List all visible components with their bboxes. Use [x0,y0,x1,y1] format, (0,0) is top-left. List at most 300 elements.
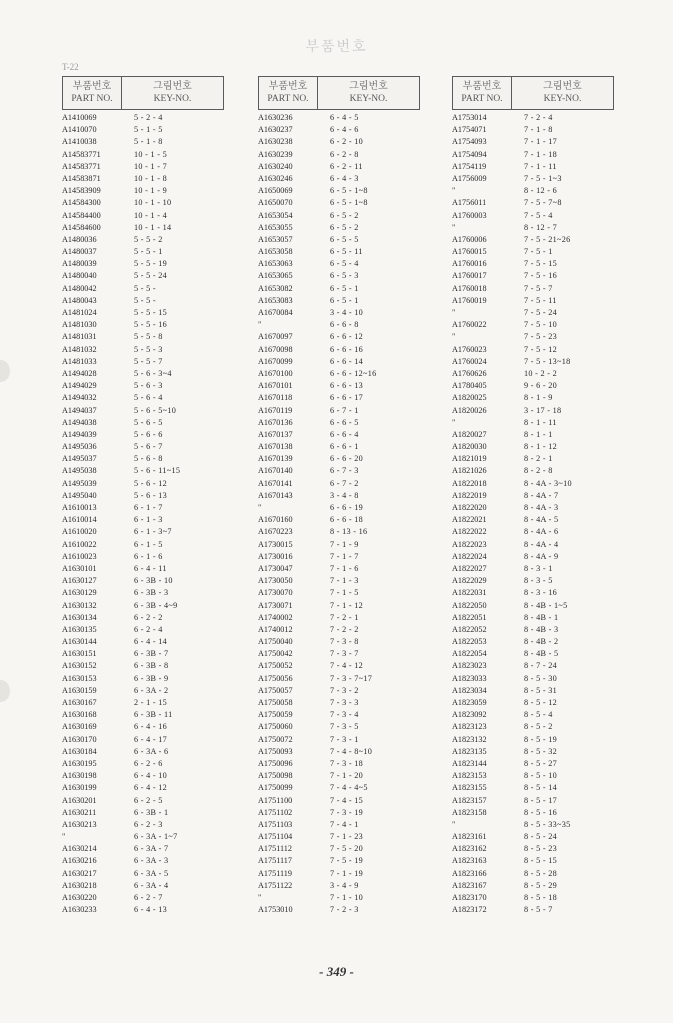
table-row [62,721,226,733]
column-header [258,76,420,110]
part-number: A1480043 [62,295,97,305]
table-row [258,380,422,392]
table-row [62,319,226,331]
table-row [258,429,422,441]
part-number: A1822052 [452,624,487,634]
page-title: 부품번호 [305,40,368,55]
part-number: A1495039 [62,478,97,488]
key-number: 5 - 5 - 1 [134,247,163,257]
table-row [62,636,226,648]
key-number: 6 - 3B - 4~9 [134,600,178,610]
table-row [452,539,616,551]
key-number: 6 - 3B - 10 [134,576,173,586]
key-number: 3 - 4 - 9 [330,880,359,890]
part-number: A1760016 [452,259,487,269]
table-row [62,295,226,307]
table-row [452,356,616,368]
part-number: A1822053 [452,637,487,647]
table-row [62,843,226,855]
part-number: A1670084 [258,308,293,317]
header-part-ko: 부품번호 [268,81,308,92]
part-number: A1751104 [258,832,293,842]
key-number: 8 - 3 - 5 [524,576,553,586]
key-number: 5 - 5 - 3 [134,344,163,354]
key-number: 6 - 3B - 3 [134,588,169,598]
key-number: 8 - 4B - 5 [524,649,559,659]
table-row [258,624,422,636]
key-number: 7 - 1 - 6 [330,563,359,573]
key-number: 6 - 2 - 6 [134,758,163,768]
part-number: A14583871 [62,173,101,183]
table-row [62,612,226,624]
table-row [62,356,226,368]
key-number: 8 - 5 - 19 [524,734,558,744]
part-number: A1670100 [258,368,293,378]
key-number: 6 - 3B - 11 [134,710,173,720]
table-row [452,307,616,319]
key-number: 8 - 5 - 18 [524,893,558,902]
key-number: 7 - 5 - 12 [524,344,558,354]
key-number: 6 - 4 - 13 [134,905,168,915]
key-number: 8 - 12 - 6 [524,186,558,196]
key-number: 7 - 1 - 11 [524,161,557,171]
part-number: A1823166 [452,868,487,878]
key-number: 8 - 4A - 3 [524,503,559,512]
table-row [62,795,226,807]
part-number: A1750057 [258,685,293,695]
part-number: A1760017 [452,271,487,281]
table-row [452,124,616,136]
part-number: A1650069 [258,186,293,196]
key-number: 6 - 5 - 5 [330,234,359,244]
part-number: A1822019 [452,490,487,500]
part-number: A1630216 [62,856,97,866]
table-row [258,136,422,148]
table-row [452,709,616,721]
table-row [62,660,226,672]
part-number: A1630217 [62,868,97,878]
header-key-en: KEY-NO. [153,94,192,104]
table-row [452,136,616,148]
table-row [62,709,226,721]
key-number: 6 - 6 - 17 [330,393,364,403]
table-row [62,685,226,697]
table-row [452,514,616,526]
key-number: 6 - 2 - 5 [134,795,163,805]
part-number: A1410069 [62,113,97,122]
table-row [62,526,226,538]
table-row [62,283,226,295]
key-number: 3 - 17 - 18 [524,405,562,415]
table-row [62,368,226,380]
table-row [452,270,616,282]
table-row [452,904,616,916]
table-row [258,904,422,916]
key-number: 7 - 1 - 10 [330,893,364,902]
key-number: 6 - 4 - 12 [134,783,168,793]
part-number: A1823170 [452,893,487,902]
part-number: A1630184 [62,746,97,756]
table-row [452,258,616,270]
key-number: 6 - 5 - 4 [330,259,359,269]
part-number: A1653063 [258,259,293,269]
key-number: 8 - 2 - 8 [524,466,553,476]
part-number: A1670098 [258,344,293,354]
part-number: A1630167 [62,698,97,707]
table-row [62,734,226,746]
key-number: 7 - 1 - 20 [330,771,364,781]
part-number: A1653058 [258,247,293,257]
part-number: A1823135 [452,746,487,756]
part-number: A1630238 [258,137,293,147]
key-number: 6 - 2 - 4 [134,624,163,634]
table-row [258,648,422,660]
key-number: 6 - 4 - 14 [134,637,168,647]
key-number: 8 - 5 - 2 [524,722,553,732]
key-number: 7 - 3 - 4 [330,710,359,720]
part-number: A1823023 [452,661,487,671]
table-row [62,453,226,465]
part-number: A1822018 [452,478,487,488]
table-row [258,173,422,185]
key-number: 5 - 5 - 15 [134,308,168,317]
key-number: 7 - 3 - 1 [330,734,359,744]
parts-column-1 [62,76,226,916]
part-number: A1821026 [452,466,487,476]
table-row [452,392,616,404]
key-number: 10 - 1 - 9 [134,186,168,196]
part-number: A1823132 [452,734,487,744]
key-number: 5 - 5 - [134,295,156,305]
part-number: A1730050 [258,576,293,586]
table-row [258,478,422,490]
part-number: A1823033 [452,673,487,683]
part-number: A1750072 [258,734,293,744]
part-number: A1630169 [62,722,97,732]
table-row [452,624,616,636]
part-number: A1823155 [452,783,487,793]
key-number: 5 - 5 - 24 [134,271,168,281]
part-number: A1823034 [452,685,487,695]
part-number: A1750042 [258,649,293,659]
table-row [62,405,226,417]
key-number: 7 - 1 - 5 [330,588,359,598]
part-number: A1630159 [62,685,97,695]
key-number: 6 - 5 - 1 [330,283,359,293]
part-number: A1823153 [452,771,487,781]
key-number: 6 - 3B - 8 [134,661,169,671]
key-number: 7 - 5 - 20 [330,844,364,854]
key-number: 6 - 3B - 9 [134,673,169,683]
part-number: A1823163 [452,856,487,866]
part-number: A1480036 [62,234,97,244]
table-row [62,782,226,794]
key-number: 7 - 4 - 4~5 [330,783,368,793]
table-row [62,587,226,599]
key-number: 7 - 4 - 1 [330,819,359,829]
table-row [62,222,226,234]
key-number: 5 - 2 - 4 [134,113,163,122]
part-number: A1481024 [62,308,97,317]
key-number: 10 - 1 - 10 [134,198,172,208]
key-number: 3 - 4 - 10 [330,308,364,317]
table-row [452,807,616,819]
part-number: A1754093 [452,137,487,147]
part-number: A1630218 [62,880,97,890]
table-row [62,417,226,429]
part-number: A1630195 [62,758,97,768]
section-label: T-22 [62,62,79,72]
key-number: 6 - 6 - 14 [330,356,364,366]
part-number: A1630134 [62,612,97,622]
key-number: 7 - 3 - 7 [330,649,359,659]
table-row [258,685,422,697]
table-row [452,222,616,234]
key-number: 7 - 4 - 8~10 [330,746,373,756]
key-number: 6 - 5 - 1 [330,295,359,305]
key-number: 5 - 6 - 5~10 [134,405,177,415]
key-number: 10 - 1 - 5 [134,149,168,159]
part-number: A14583771 [62,149,101,159]
key-number: 8 - 3 - 1 [524,563,553,573]
table-row [452,697,616,709]
table-row [452,673,616,685]
table-row [452,502,616,514]
key-number: 6 - 7 - 2 [330,478,359,488]
part-number: A1653082 [258,283,293,293]
table-row [258,795,422,807]
key-number: 5 - 6 - 7 [134,442,163,452]
key-number: 7 - 5 - 21~26 [524,234,571,244]
table-row [452,197,616,209]
part-number: A1630144 [62,637,97,647]
table-row [452,660,616,672]
part-number: A1750052 [258,661,293,671]
part-number: A1670097 [258,332,293,342]
table-row [452,331,616,343]
part-number: A1760024 [452,356,487,366]
part-number: A1653083 [258,295,293,305]
key-number: 6 - 5 - 1~8 [330,198,368,208]
key-number: 6 - 3B - 7 [134,649,169,659]
key-number: 6 - 6 - 12~16 [330,368,377,378]
part-number: A1823162 [452,844,487,854]
table-row [452,648,616,660]
header-part-en: PART NO. [71,94,113,104]
part-number: A1670137 [258,429,293,439]
part-number: A1670118 [258,393,293,403]
part-number: A1481031 [62,332,97,342]
table-row [62,149,226,161]
table-row [452,587,616,599]
key-number: 7 - 4 - 12 [330,661,364,671]
key-number: 7 - 5 - 24 [524,308,558,317]
table-row [452,173,616,185]
key-number: 5 - 6 - 6 [134,429,163,439]
part-number: A1480040 [62,271,97,281]
part-number: A1630213 [62,819,97,829]
table-row [452,575,616,587]
key-number: 10 - 1 - 7 [134,161,168,171]
table-row [258,612,422,624]
table-row [258,368,422,380]
part-number: " [452,417,456,427]
key-number: 6 - 4 - 5 [330,113,359,122]
part-number: A1760019 [452,295,487,305]
part-number: A1823059 [452,698,487,707]
part-number: A1822020 [452,503,487,512]
key-number: 8 - 4A - 9 [524,551,559,561]
table-row [452,234,616,246]
binder-hole [0,360,10,382]
key-number: 7 - 1 - 23 [330,832,364,842]
key-number: 7 - 5 - 15 [524,259,558,269]
key-number: 8 - 4B - 1 [524,612,559,622]
table-row [62,880,226,892]
part-number: A1823167 [452,880,487,890]
table-row [258,697,422,709]
key-number: 6 - 6 - 5 [330,417,359,427]
key-number: 8 - 5 - 28 [524,868,558,878]
table-row [62,392,226,404]
key-number: 8 - 5 - 24 [524,832,558,842]
part-number: A1760626 [452,368,487,378]
table-row [258,807,422,819]
key-number: 8 - 5 - 32 [524,746,558,756]
table-row [62,380,226,392]
part-number: A1610013 [62,503,97,512]
key-number: 5 - 5 - 8 [134,332,163,342]
header-key-ko: 그림번호 [153,81,192,92]
table-row [62,173,226,185]
table-row [258,551,422,563]
part-number: A1410070 [62,125,97,135]
table-row [258,660,422,672]
key-number: 7 - 2 - 3 [330,905,359,915]
table-row [62,210,226,222]
key-number: 3 - 4 - 8 [330,490,359,500]
table-row [258,868,422,880]
key-number: 6 - 1 - 7 [134,503,163,512]
key-number: 2 - 1 - 15 [134,698,168,707]
table-row [62,831,226,843]
table-row [62,770,226,782]
key-number: 7 - 2 - 4 [524,113,553,122]
part-number: A1495037 [62,454,97,464]
key-number: 7 - 5 - 7~8 [524,198,562,208]
table-row [452,758,616,770]
table-row [258,222,422,234]
part-number: A1494029 [62,381,97,391]
header-key-en: KEY-NO. [349,94,388,104]
part-number: A1495038 [62,466,97,476]
part-number: A1754071 [452,125,487,135]
table-row [62,502,226,514]
key-number: 6 - 3B - 1 [134,807,169,817]
key-number: 6 - 1 - 6 [134,551,163,561]
table-row [62,478,226,490]
key-number: 6 - 5 - 2 [330,222,359,232]
table-row [62,307,226,319]
table-row [452,892,616,904]
key-number: 8 - 5 - 17 [524,795,558,805]
part-number: A1822023 [452,539,487,549]
part-number: A1630237 [258,125,293,135]
key-number: 5 - 6 - 11~15 [134,466,181,476]
part-number: A14584600 [62,222,101,232]
table-row [62,112,226,124]
key-number: 5 - 5 - 2 [134,234,163,244]
part-number: A1740012 [258,624,293,634]
key-number: 8 - 7 - 24 [524,661,558,671]
part-number: A1751112 [258,844,292,854]
key-number: 10 - 1 - 14 [134,222,172,232]
part-number: A1670160 [258,515,293,525]
table-row [62,490,226,502]
key-number: 5 - 5 - 7 [134,356,163,366]
part-number: A1630129 [62,588,97,598]
part-number: A1653054 [258,210,293,220]
key-number: 8 - 4A - 5 [524,515,559,525]
key-number: 8 - 4A - 7 [524,490,559,500]
part-number: A1630127 [62,576,97,586]
part-number: A1821019 [452,454,487,464]
table-row [452,746,616,758]
key-number: 7 - 1 - 3 [330,576,359,586]
header-part-ko: 부품번호 [72,81,112,92]
table-row [62,819,226,831]
part-number: A14584300 [62,198,101,208]
part-number: A14584400 [62,210,101,220]
key-number: 7 - 3 - 7~17 [330,673,373,683]
part-number: A1630211 [62,807,97,817]
table-row [452,149,616,161]
key-number: 6 - 3A - 3 [134,856,169,866]
part-number: A1630246 [258,173,293,183]
key-number: 7 - 5 - 4 [524,210,553,220]
page-number: - 349 - [319,964,354,979]
part-number: A1822054 [452,649,487,659]
part-number: A1630233 [62,905,97,915]
part-number: A1822051 [452,612,487,622]
part-number: A1494032 [62,393,97,403]
table-row [258,124,422,136]
key-number: 6 - 4 - 16 [134,722,168,732]
part-number: " [452,332,456,342]
part-number: A1751117 [258,856,292,866]
key-number: 7 - 1 - 17 [524,137,558,147]
key-number: 6 - 2 - 3 [134,819,163,829]
key-number: 8 - 1 - 9 [524,393,553,403]
key-number: 6 - 7 - 1 [330,405,359,415]
parts-column-3 [452,76,616,916]
table-row [258,149,422,161]
key-number: 6 - 6 - 19 [330,503,364,512]
table-row [452,453,616,465]
table-row [62,807,226,819]
part-number: A1630152 [62,661,97,671]
key-number: 7 - 5 - 19 [330,856,364,866]
key-number: 6 - 6 - 16 [330,344,364,354]
table-row [452,344,616,356]
table-row [258,843,422,855]
table-row [258,197,422,209]
table-row [452,685,616,697]
table-row [62,270,226,282]
part-number: A1730016 [258,551,293,561]
part-number: A1823144 [452,758,487,768]
key-number: 6 - 5 - 3 [330,271,359,281]
